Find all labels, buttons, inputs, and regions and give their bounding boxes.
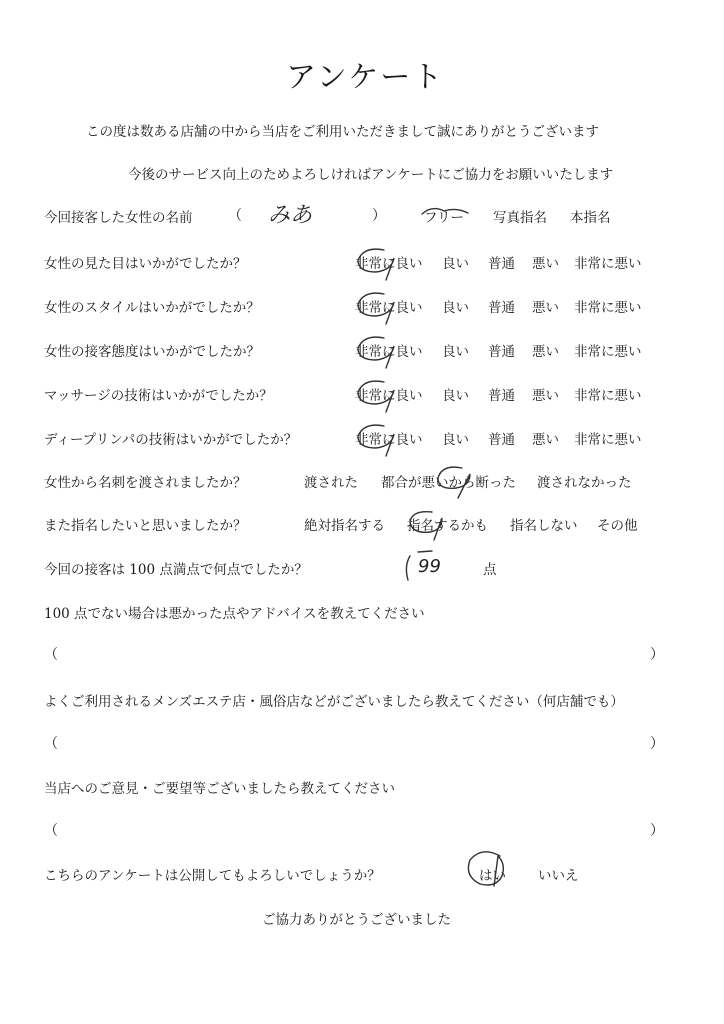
card-option-not-received[interactable]: 渡されなかった xyxy=(537,475,632,491)
name-handwritten-value[interactable]: みあ xyxy=(268,203,313,228)
score-dash-mark xyxy=(418,551,432,552)
open-question-2-answer[interactable] xyxy=(64,735,644,753)
name-option-photo[interactable]: 写真指名 xyxy=(493,210,547,226)
name-option-main[interactable]: 本指名 xyxy=(570,210,611,226)
rating-4-option-good[interactable]: 良い xyxy=(442,388,469,404)
rating-3-option-very-bad[interactable]: 非常に悪い xyxy=(574,344,642,360)
open-question-2-label: よくご利用されるメンズエステ店・風俗店などがございましたら教えてください（何店舗でも） xyxy=(44,694,624,710)
repeat-option-maybe[interactable]: 指名するかも xyxy=(407,518,488,534)
open-question-2-open-paren: （ xyxy=(44,736,58,752)
rating-question-1: 女性の見た目はいかがでしたか？ xyxy=(44,256,247,272)
open-question-3-label: 当店へのご意見・ご要望等ございましたら教えてください xyxy=(44,781,395,797)
rating-question-5: ディープリンパの技術はいかがでしたか？ xyxy=(44,432,298,448)
thank-you-footer: ご協力ありがとうございました xyxy=(262,912,451,928)
rating-2-option-normal[interactable]: 普通 xyxy=(488,300,515,316)
score-handwritten-value[interactable]: 99 xyxy=(418,556,441,577)
card-option-received[interactable]: 渡された xyxy=(304,475,358,491)
score-bracket-mark xyxy=(406,556,410,580)
rating-1-option-normal[interactable]: 普通 xyxy=(488,256,515,272)
open-question-3-answer[interactable] xyxy=(64,822,644,840)
rating-5-option-bad[interactable]: 悪い xyxy=(532,432,559,448)
rating-question-2: 女性のスタイルはいかがでしたか？ xyxy=(44,300,260,316)
score-unit: 点 xyxy=(483,562,497,578)
rating-5-option-good[interactable]: 良い xyxy=(442,432,469,448)
score-question-label: 今回の接客は 100 点満点で何点でしたか？ xyxy=(44,562,308,578)
name-question-label: 今回接客した女性の名前 xyxy=(44,210,193,226)
rating-2-option-very-bad[interactable]: 非常に悪い xyxy=(574,300,642,316)
rating-3-option-very-good[interactable]: 非常に良い xyxy=(355,344,423,360)
repeat-option-other[interactable]: その他 xyxy=(597,518,638,534)
open-question-1-close-paren: ） xyxy=(650,647,664,663)
rating-question-3: 女性の接客態度はいかがでしたか？ xyxy=(44,344,260,360)
intro-line-1: この度は数ある店舗の中から当店をご利用いただきまして誠にありがとうございます xyxy=(86,124,599,140)
open-question-3-close-paren: ） xyxy=(650,823,664,839)
open-question-2-close-paren: ） xyxy=(650,736,664,752)
rating-3-option-normal[interactable]: 普通 xyxy=(488,344,515,360)
rating-1-option-bad[interactable]: 悪い xyxy=(532,256,559,272)
open-question-3-open-paren: （ xyxy=(44,823,58,839)
rating-5-option-normal[interactable]: 普通 xyxy=(488,432,515,448)
rating-2-option-bad[interactable]: 悪い xyxy=(532,300,559,316)
intro-line-2: 今後のサービス向上のためよろしければアンケートにご協力をお願いいたします xyxy=(128,167,614,183)
publish-question-label: こちらのアンケートは公開してもよろしいでしょうか？ xyxy=(44,868,381,884)
publish-option-yes[interactable]: はい xyxy=(479,868,506,884)
rating-5-option-very-good[interactable]: 非常に良い xyxy=(355,432,423,448)
open-question-1-open-paren: （ xyxy=(44,647,58,663)
name-open-paren: （ xyxy=(228,208,242,224)
rating-1-option-very-good[interactable]: 非常に良い xyxy=(355,256,423,272)
rating-4-option-very-bad[interactable]: 非常に悪い xyxy=(574,388,642,404)
rating-4-option-normal[interactable]: 普通 xyxy=(488,388,515,404)
rating-3-option-bad[interactable]: 悪い xyxy=(532,344,559,360)
rating-2-option-very-good[interactable]: 非常に良い xyxy=(355,300,423,316)
rating-3-option-good[interactable]: 良い xyxy=(442,344,469,360)
card-question-label: 女性から名刺を渡されましたか？ xyxy=(44,475,247,491)
rating-question-4: マッサージの技術はいかがでしたか？ xyxy=(44,388,273,404)
rating-5-option-very-bad[interactable]: 非常に悪い xyxy=(574,432,642,448)
open-question-1-answer[interactable] xyxy=(64,646,644,664)
repeat-option-definitely[interactable]: 絶対指名する xyxy=(304,518,385,534)
rating-2-option-good[interactable]: 良い xyxy=(442,300,469,316)
rating-4-option-bad[interactable]: 悪い xyxy=(532,388,559,404)
rating-4-option-very-good[interactable]: 非常に良い xyxy=(355,388,423,404)
rating-1-option-good[interactable]: 良い xyxy=(442,256,469,272)
card-option-declined[interactable]: 都合が悪いから断った xyxy=(381,475,516,491)
open-question-1-label: 100 点でない場合は悪かった点やアドバイスを教えてください xyxy=(44,606,425,622)
rating-1-option-very-bad[interactable]: 非常に悪い xyxy=(574,256,642,272)
name-close-paren: ） xyxy=(372,208,386,224)
repeat-question-label: また指名したいと思いましたか？ xyxy=(44,518,247,534)
publish-option-no[interactable]: いいえ xyxy=(538,868,579,884)
survey-title: アンケート xyxy=(286,60,445,95)
repeat-option-no[interactable]: 指名しない xyxy=(510,518,578,534)
name-option-free[interactable]: フリー xyxy=(424,210,464,226)
